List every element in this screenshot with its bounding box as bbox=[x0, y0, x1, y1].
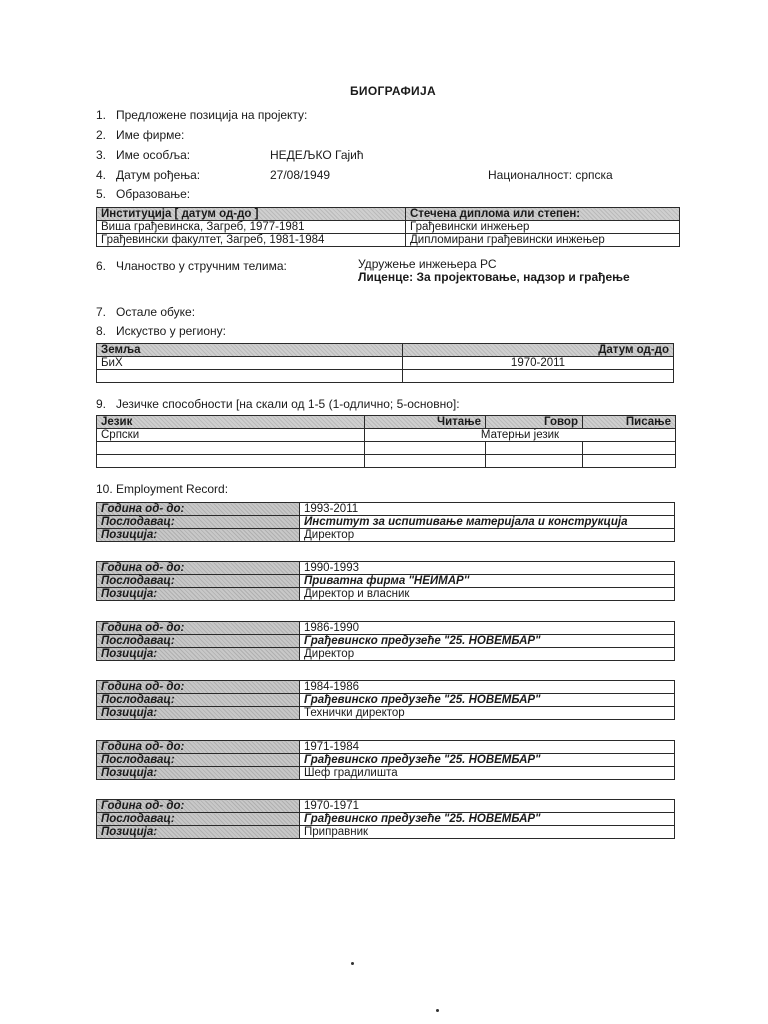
label-position: Позиција: bbox=[97, 767, 300, 780]
employment-record-3: Година од- до: 1986-1990 Послодавац: Грађевинско предузеће "25. НОВЕМБАР" Позиција: Директор bbox=[96, 621, 675, 661]
label-employer: Послодавац: bbox=[97, 575, 300, 588]
item-language-skills: 9. Језичке способности [на скали од 1-5 (1-одлично; 5-основно]: bbox=[96, 397, 460, 411]
region-table bbox=[96, 343, 674, 383]
date-of-birth-value: 27/08/1949 bbox=[270, 168, 331, 182]
table-row bbox=[97, 442, 676, 455]
item-company-name: 2. Име фирме: bbox=[96, 128, 185, 142]
item-proposed-position: 1. Предложене позиција на пројекту: bbox=[96, 108, 308, 122]
label-position: Позиција: bbox=[97, 588, 300, 601]
label-position: Позиција: bbox=[97, 826, 300, 839]
header-institution: Институција [ датум од-до ] bbox=[97, 208, 406, 221]
item-other-training: 7. Остале обуке: bbox=[96, 305, 196, 319]
label-employer: Послодавац: bbox=[97, 813, 300, 826]
header-date-range: Датум од-до bbox=[403, 344, 674, 357]
label-position: Позиција: bbox=[97, 529, 300, 542]
item-memberships: 6. Чланоство у стручним телима: bbox=[96, 259, 287, 273]
label-position: Позиција: bbox=[97, 707, 300, 720]
label-years: Година од- до: bbox=[97, 800, 300, 813]
label-position: Позиција: bbox=[97, 648, 300, 661]
label-years: Година од- до: bbox=[97, 503, 300, 516]
header-country: Земља bbox=[97, 344, 403, 357]
staff-name-value: НЕДЕЉКО Гајић bbox=[270, 148, 364, 162]
item-staff-name: 3. Име особља: bbox=[96, 148, 191, 162]
employment-record-2: Година од- до: 1990-1993 Послодавац: Приватна фирма ''НЕИМАР'' Позиција: Директор и власник bbox=[96, 561, 675, 601]
licenses-value: Лиценце: За пројектовање, надзор и грађење bbox=[358, 270, 630, 284]
label-employer: Послодавац: bbox=[97, 754, 300, 767]
region-table-header bbox=[97, 344, 674, 357]
scan-speck bbox=[436, 1009, 439, 1012]
language-table bbox=[96, 415, 676, 468]
item-education: 5. Образовање: bbox=[96, 187, 191, 201]
header-degree: Стечена диплома или степен: bbox=[406, 208, 680, 221]
item-employment-record: 10. Employment Record: bbox=[96, 482, 229, 496]
label-years: Година од- до: bbox=[97, 562, 300, 575]
header-reading: Читање bbox=[365, 416, 486, 429]
table-row: БиХ 1970-2011 bbox=[97, 357, 674, 370]
header-language: Језик bbox=[97, 416, 365, 429]
label-employer: Послодавац: bbox=[97, 516, 300, 529]
education-table-header bbox=[97, 208, 680, 221]
item-date-of-birth: 4. Датум рођења: bbox=[96, 168, 201, 182]
document-title: БИОГРАФИЈА bbox=[350, 84, 436, 98]
scan-speck bbox=[351, 962, 354, 965]
item-regional-experience: 8. Искуство у региону: bbox=[96, 324, 227, 338]
header-writing: Писање bbox=[583, 416, 676, 429]
membership-value: Удружење инжењера РС bbox=[358, 257, 497, 271]
table-row bbox=[97, 370, 674, 383]
employment-record-5: Година од- до: 1971-1984 Послодавац: Грађевинско предузеће "25. НОВЕМБАР" Позиција: Шеф градилишта bbox=[96, 740, 675, 780]
label-years: Година од- до: bbox=[97, 622, 300, 635]
label-employer: Послодавац: bbox=[97, 694, 300, 707]
education-table bbox=[96, 207, 680, 247]
label-employer: Послодавац: bbox=[97, 635, 300, 648]
table-row: Виша грађевинска, Загреб, 1977-1981 Грађевински инжењер bbox=[97, 221, 680, 234]
label-years: Година од- до: bbox=[97, 681, 300, 694]
header-speaking: Говор bbox=[486, 416, 583, 429]
employment-record-6: Година од- до: 1970-1971 Послодавац: Грађевинско предузеће "25. НОВЕМБАР" Позиција: Приправник bbox=[96, 799, 675, 839]
employment-record-1: Година од- до: 1993-2011 Послодавац: Институт за испитивање материјала и конструкција Позиција: Директор bbox=[96, 502, 675, 542]
table-row: Српски Матерњи језик bbox=[97, 429, 676, 442]
employment-record-4: Година од- до: 1984-1986 Послодавац: Грађевинско предузеће "25. НОВЕМБАР" Позиција: Технички директор bbox=[96, 680, 675, 720]
label-years: Година од- до: bbox=[97, 741, 300, 754]
language-table-header bbox=[97, 416, 676, 429]
nationality: Националност: српска bbox=[488, 168, 613, 182]
table-row: Грађевински факултет, Загреб, 1981-1984 Дипломирани грађевински инжењер bbox=[97, 234, 680, 247]
table-row bbox=[97, 455, 676, 468]
